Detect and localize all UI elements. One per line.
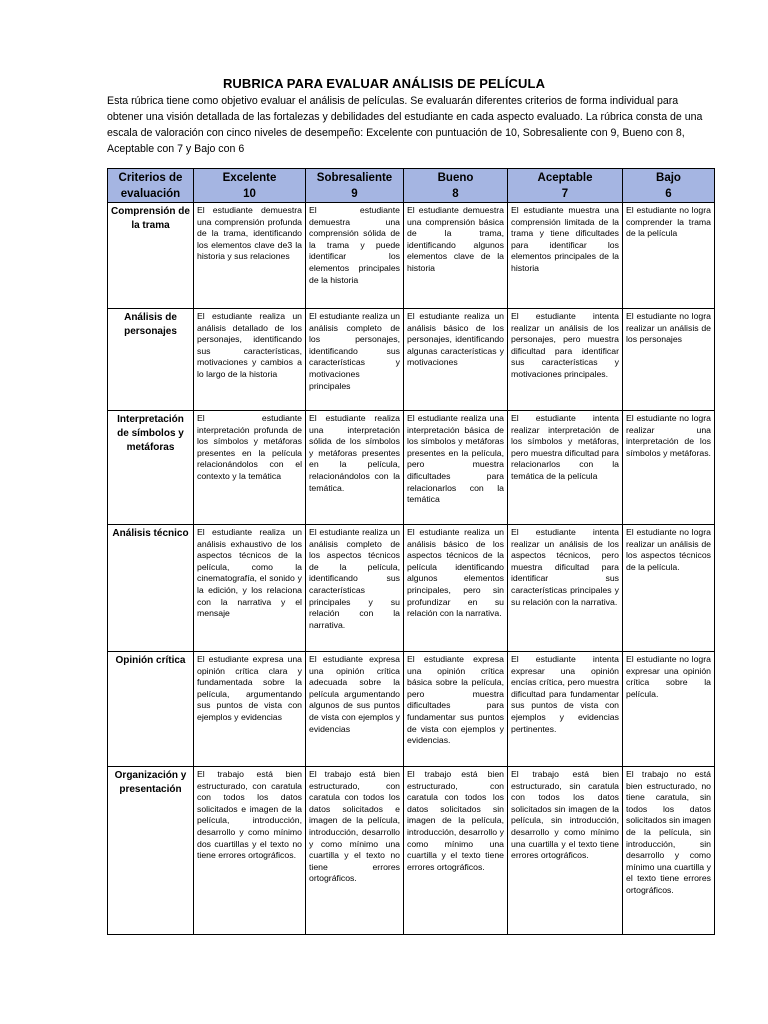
criterion-cell: Comprensión de la trama (108, 203, 194, 309)
table-row (108, 525, 715, 652)
table-row (108, 203, 715, 309)
table-row (108, 309, 715, 411)
descriptor-cell: El estudiante demuestra una comprensión profunda de la trama, identificando los elementos clave de3 la historia y sus relaciones (194, 203, 306, 309)
level-label: Aceptable (537, 172, 593, 184)
descriptor-cell: El estudiante intenta realizar interpretación de los símbolos y metáforas, pero muestra dificultad para relacionarlos con la temática de la película (508, 411, 623, 525)
table-row (108, 652, 715, 767)
level-points: 9 (351, 188, 358, 200)
descriptor-cell: El estudiante muestra una comprensión limitada de la trama y tiene dificultades para identificar los elementos principales de la historia (508, 203, 623, 309)
level-label: Bajo (656, 172, 681, 184)
descriptor-cell: El estudiante demuestra una comprensión básica de la trama, identificando algunos elementos clave de la historia (404, 203, 508, 309)
descriptor-cell: El trabajo está bien estructurado, con caratula con todos los datos solicitados sin imagen de la película, introducción, desarrollo y como mínimo una cuartilla y el texto tiene errores ortográficos. (404, 767, 508, 935)
level-header (404, 169, 508, 203)
descriptor-cell: El estudiante no logra expresar una opinión crítica sobre la película. (623, 652, 715, 767)
descriptor-cell: El estudiante no logra comprender la trama de la película (623, 203, 715, 309)
descriptor-cell: El estudiante interpretación profunda de los símbolos y metáforas presentes en la película relacionándolos con el contexto y la temática (194, 411, 306, 525)
rubric-body (108, 203, 715, 935)
level-header (194, 169, 306, 203)
level-points: 8 (452, 188, 459, 200)
descriptor-cell: El estudiante expresa una opinión crítica clara y fundamentada sobre la película, argumentando sus puntos de vista con ejemplos y evidencias (194, 652, 306, 767)
descriptor-cell: El estudiante expresa una opinión crítica básica sobre la película, pero muestra dificultades para fundamentar sus puntos de vista con ejemplos y evidencias. (404, 652, 508, 767)
descriptor-cell: El estudiante demuestra una comprensión sólida de la trama y puede identificar los elementos principales de la historia (306, 203, 404, 309)
descriptor-cell: El trabajo no está bien estructurado, no tiene caratula, sin todos los datos solicitados sin imagen de la película, sin introducción, sin desarrollo y como mínimo una cuartilla y el texto tiene errores ortográficos. (623, 767, 715, 935)
level-header (306, 169, 404, 203)
level-header (623, 169, 715, 203)
descriptor-cell: El estudiante no logra realizar un análisis de los aspectos técnicos de la película. (623, 525, 715, 652)
descriptor-cell: El trabajo está bien estructurado, con caratula con todos los datos solicitados e imagen de la película, introducción, desarrollo y como mínimo una cuartilla y el texto no tiene errores ortográficos. (306, 767, 404, 935)
header-row (108, 169, 715, 203)
descriptor-cell: El estudiante realiza una interpretación sólida de los símbolos y metáforas presentes en la película, relacionándolos con la temática. (306, 411, 404, 525)
level-points: 10 (243, 188, 256, 200)
rubric-table (107, 168, 715, 935)
descriptor-cell: El estudiante expresa una opinión crítica adecuada sobre la película argumentando algunos de sus puntos de vista con ejemplos y evidencias (306, 652, 404, 767)
descriptor-cell: El trabajo está bien estructurado, con caratula con todos los datos solicitados e imagen de la película, introducción, desarrollo y como mínimo dos cuartillas y el texto no tiene errores ortográficos. (194, 767, 306, 935)
table-row (108, 411, 715, 525)
descriptor-cell: El estudiante realiza una interpretación básica de los símbolos y metáforas presentes en la película, pero muestra dificultades para relacionarlos con la temática (404, 411, 508, 525)
descriptor-cell: El estudiante intenta expresar una opinión encías crítica, pero muestra dificultad para fundamentar sus puntos de vista con ejemplos y evidencias pertinentes. (508, 652, 623, 767)
level-header (508, 169, 623, 203)
document-title: RUBRICA PARA EVALUAR ANÁLISIS DE PELÍCULA (222, 76, 546, 91)
criterion-cell: Análisis técnico (108, 525, 194, 652)
level-points: 7 (561, 188, 569, 200)
criterion-cell: Análisis de personajes (108, 309, 194, 411)
descriptor-cell: El estudiante no logra realizar una interpretación de los símbolos y metáforas. (623, 411, 715, 525)
descriptor-cell: El estudiante realiza un análisis básico de los personajes, identificando algunas características y motivaciones (404, 309, 508, 411)
criterion-cell: Organización y presentación (108, 767, 194, 935)
level-label: Bueno (437, 172, 474, 184)
level-label: Excelente (222, 172, 277, 184)
table-row (108, 767, 715, 935)
descriptor-cell: El trabajo está bien estructurado, sin caratula con todos los datos solicitados sin imagen de la película, sin introducción, desarrollo y como mínimo una cuartilla y el texto tiene errores ortográficos. (508, 767, 623, 935)
descriptor-cell: El estudiante intenta realizar un análisis de los personajes, pero muestra dificultad para identificar sus características y motivaciones principales. (508, 309, 623, 411)
descriptor-cell: El estudiante realiza un análisis completo de los personajes, identificando sus características y motivaciones principales (306, 309, 404, 411)
descriptor-cell: El estudiante no logra realizar un análisis de los personajes (623, 309, 715, 411)
rubric-header (108, 169, 715, 203)
criterion-cell: Opinión crítica (108, 652, 194, 767)
descriptor-cell: El estudiante realiza un análisis completo de los aspectos técnicos de la película, identificando sus características principales y su relación con la narrativa. (306, 525, 404, 652)
level-label: Sobresaliente (316, 172, 393, 184)
descriptor-cell: El estudiante realiza un análisis exhaustivo de los aspectos técnicos de la película, como la cinematografía, el sonido y la edición, y los relaciona con la narrativa y el mensaje (194, 525, 306, 652)
intro-paragraph: Esta rúbrica tiene como objetivo evaluar el análisis de películas. Se evaluarán diferentes criterios de forma individual para obtener una visión detallada de las fortalezas y debilidades del estudiante en cada aspecto evaluado. La rúbrica consta de una escala de valoración con cinco niveles de desempeño: Excelente con puntuación de 10, Sobresaliente con 9, Bueno con 8, Aceptable con 7 y Bajo con 6 (107, 95, 703, 155)
descriptor-cell: El estudiante realiza un análisis detallado de los personajes, identificando sus características, motivaciones y cambios a lo largo de la historia (194, 309, 306, 411)
criterion-cell: Interpretación de símbolos y metáforas (108, 411, 194, 525)
descriptor-cell: El estudiante realiza un análisis básico de los aspectos técnicos de la película identificando algunos elementos principales, pero sin profundizar en su relación con la narrativa. (404, 525, 508, 652)
criteria-header: Criterios de evaluación (108, 169, 194, 203)
descriptor-cell: El estudiante intenta realizar un análisis de los aspectos técnicos, pero muestra dificultad para identificar sus características principales y su relación con la narrativa. (508, 525, 623, 652)
level-points: 6 (665, 188, 672, 200)
